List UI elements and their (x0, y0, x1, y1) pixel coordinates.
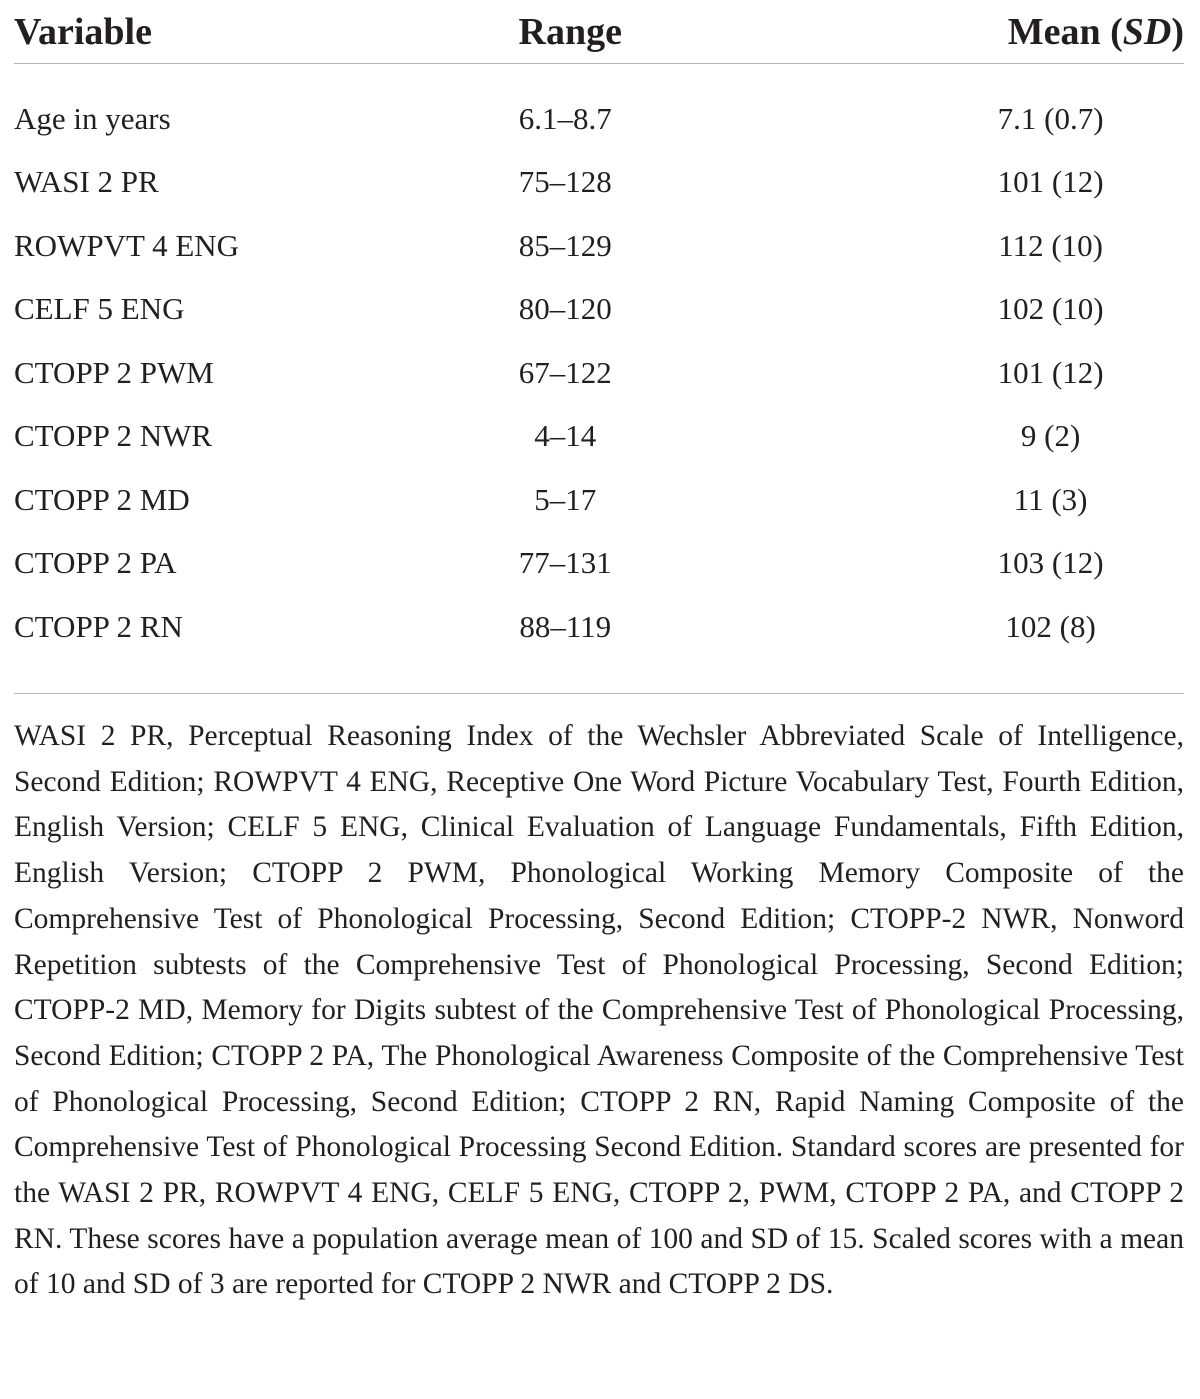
table-row (14, 341, 1184, 405)
header-variable: Variable (14, 0, 343, 64)
cell-variable: ROWPVT 4 ENG (14, 227, 240, 263)
cell-range: 80–120 (518, 291, 612, 327)
cell-variable: WASI 2 PR (14, 164, 159, 200)
cell-variable: CTOPP 2 MD (14, 481, 190, 517)
table-row (14, 214, 1184, 278)
cell-mean-sd: 102 (10) (997, 291, 1104, 327)
table-header (14, 0, 1184, 64)
cell-mean-sd: 7.1 (0.7) (997, 100, 1104, 136)
table-row (14, 595, 1184, 659)
cell-range: 88–119 (519, 608, 612, 644)
table-spacer (14, 64, 1184, 88)
header-mean-suffix: ) (1171, 10, 1184, 53)
table-row (14, 405, 1184, 469)
table-bottom-rule (14, 693, 1184, 694)
cell-mean-sd: 101 (12) (997, 164, 1104, 200)
cell-range: 75–128 (518, 164, 612, 200)
cell-variable: CTOPP 2 RN (14, 608, 183, 644)
cell-range: 5–17 (534, 481, 597, 517)
cell-variable: CTOPP 2 PWM (14, 354, 214, 390)
cell-range: 6.1–8.7 (518, 100, 612, 136)
cell-range: 77–131 (518, 545, 612, 581)
cell-mean-sd: 9 (2) (1020, 418, 1081, 454)
descriptive-stats-table (14, 0, 1184, 659)
header-mean-sd (797, 0, 1184, 64)
cell-variable: CELF 5 ENG (14, 291, 185, 327)
cell-variable: CTOPP 2 NWR (14, 418, 213, 454)
cell-variable: CTOPP 2 PA (14, 545, 177, 581)
table-row (14, 278, 1184, 342)
cell-mean-sd: 103 (12) (997, 545, 1104, 581)
header-mean-prefix: Mean ( (1007, 10, 1123, 53)
cell-mean-sd: 102 (8) (1005, 608, 1096, 644)
table-body (14, 64, 1184, 659)
cell-variable: Age in years (14, 100, 171, 136)
cell-mean-sd: 101 (12) (997, 354, 1104, 390)
table-footnote: WASI 2 PR, Perceptual Reasoning Index of the Wechsler Abbreviated Scale of Intelligence, Second Edition; ROWPVT 4 ENG, Receptive One Word Picture Vocabulary Test, Fourth Edition, English Version; CELF 5 ENG, Clinical Evaluation of Language Fundamentals, Fifth Edition, English Version; CTOPP 2 PWM, Phonological Working Memory Composite of the Comprehensive Test of Phonological Processing, Second Edition; CTOPP-2 NWR, Nonword Repetition subtests of the Comprehensive Test of Phonological Processing, Second Edition; CTOPP-2 MD, Memory for Digits subtest of the Comprehensive Test of Phonological Processing, Second Edition; CTOPP 2 PA, The Phonological Awareness Composite of the Comprehensive Test of Phonological Processing, Second Edition; CTOPP 2 RN, Rapid Naming Composite of the Comprehensive Test of Phonological Processing Second Edition. Standard scores are presented for the WASI 2 PR, ROWPVT 4 ENG, CELF 5 ENG, CTOPP 2, PWM, CTOPP 2 PA, and CTOPP 2 RN. These scores have a population average mean of 100 and SD of 15. Scaled scores with a mean of 10 and SD of 3 are reported for CTOPP 2 NWR and CTOPP 2 DS. (14, 720, 1184, 1301)
table-row (14, 87, 1184, 151)
cell-range: 4–14 (534, 418, 597, 454)
header-sd-italic: SD (1122, 10, 1172, 53)
header-range: Range (343, 0, 797, 64)
cell-mean-sd: 112 (10) (998, 227, 1103, 263)
cell-range: 85–129 (518, 227, 612, 263)
table-row (14, 532, 1184, 596)
cell-mean-sd: 11 (3) (1013, 481, 1088, 517)
table-row (14, 151, 1184, 215)
table-row (14, 468, 1184, 532)
cell-range: 67–122 (518, 354, 612, 390)
header-row (14, 0, 1184, 64)
